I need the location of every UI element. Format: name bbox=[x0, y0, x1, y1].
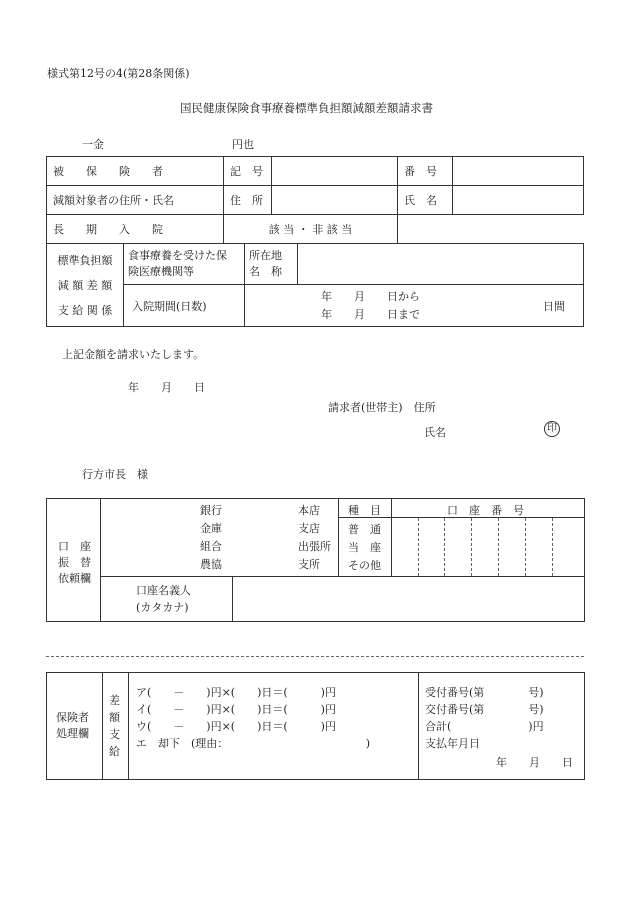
pay-date-ymd: 年 月 日 bbox=[496, 756, 573, 769]
insured-label: 被 保 険 者 bbox=[47, 157, 224, 186]
name-label: 氏 名 bbox=[398, 186, 453, 215]
name-field[interactable] bbox=[453, 186, 584, 215]
reduced-person-label: 減額対象者の住所・氏名 bbox=[47, 186, 224, 215]
calculation-lines: ア( － )円×( )日＝( )円 イ( － )円×( )日＝( )円 ウ( － )円×( )日＝( )円 エ 却下 (理由： ) bbox=[136, 686, 371, 750]
insurer-processing-label: 保険者 処理欄 bbox=[56, 711, 89, 740]
institution-label: 食事療養を受けた保 険医療機関等 bbox=[124, 244, 245, 285]
std-burden-label: 標準負担額 減 額 差 額 支 給 関 係 bbox=[47, 244, 124, 327]
period-label: 入院期間(日数) bbox=[124, 285, 245, 327]
seal-icon: 印 bbox=[544, 421, 560, 437]
branch-types: 本店 支店 出張所 支所 bbox=[298, 504, 331, 571]
requester-address-label: 請求者(世帯主) 住所 bbox=[328, 401, 436, 414]
account-transfer-label: 口 座 振 替 依頼欄 bbox=[58, 540, 91, 585]
long-hospital-label: 長 期 入 院 bbox=[47, 215, 224, 244]
burden-table bbox=[46, 243, 584, 327]
account-number-field[interactable] bbox=[392, 518, 582, 576]
amount-suffix: 円也 bbox=[232, 138, 254, 151]
number-field[interactable] bbox=[453, 157, 584, 186]
requester-name-label: 氏名 bbox=[424, 426, 446, 439]
account-holder-field[interactable] bbox=[233, 577, 583, 620]
form-title: 国民健康保険食事療養標準負担額減額差額請求書 bbox=[180, 101, 433, 115]
account-holder-label: 口座名義人 (カタカナ) bbox=[136, 584, 191, 614]
account-kinds[interactable]: 普 通 当 座 その他 bbox=[348, 523, 381, 572]
applicable-choice[interactable]: 該 当 ・ 非 該 当 bbox=[224, 215, 398, 244]
account-number-header: 口 座 番 号 bbox=[447, 504, 524, 517]
addressee: 行方市長 様 bbox=[82, 468, 148, 481]
amount-prefix: 一金 bbox=[82, 138, 104, 151]
request-date: 年 月 日 bbox=[128, 381, 205, 394]
cut-line bbox=[46, 656, 584, 657]
kind-header: 種 目 bbox=[348, 504, 381, 517]
number-label: 番 号 bbox=[398, 157, 453, 186]
institution-field[interactable] bbox=[298, 244, 584, 285]
address-field[interactable] bbox=[272, 186, 398, 215]
form-number: 様式第12号の4(第28条関係) bbox=[47, 67, 190, 80]
processing-info: 受付番号(第 号) 交付番号(第 号) 合計( )円 支払年月日 bbox=[425, 686, 544, 750]
period-dates[interactable]: 年 月 日から 年 月 日まで bbox=[245, 285, 513, 327]
address-label: 住 所 bbox=[224, 186, 272, 215]
days-label: 日間 bbox=[512, 285, 583, 327]
symbol-field[interactable] bbox=[272, 157, 398, 186]
difference-payment-label: 差 額 支 給 bbox=[109, 694, 120, 758]
location-label: 所在地 名 称 bbox=[245, 244, 298, 285]
symbol-label: 記 号 bbox=[224, 157, 272, 186]
bank-types: 銀行 金庫 組合 農協 bbox=[200, 504, 222, 571]
main-table bbox=[46, 156, 584, 244]
request-statement: 上記金額を請求いたします。 bbox=[62, 348, 205, 361]
